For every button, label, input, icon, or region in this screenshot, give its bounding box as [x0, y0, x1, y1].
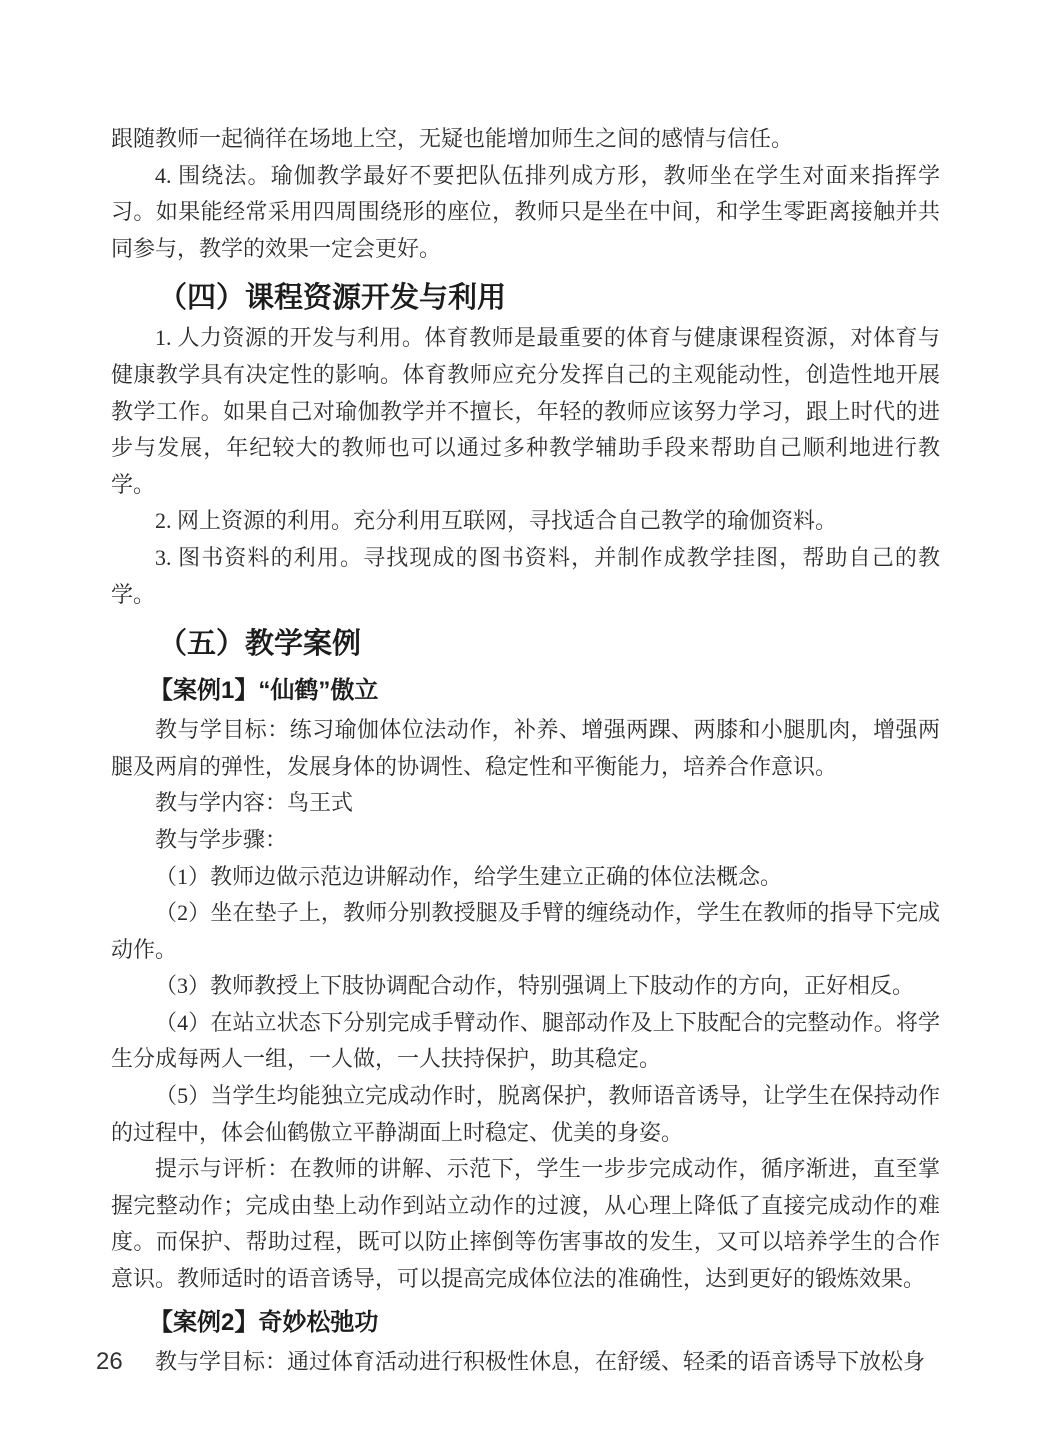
paragraph: （2）坐在垫子上，教师分别教授腿及手臂的缠绕动作，学生在教师的指导下完成动作。 — [111, 900, 940, 962]
paragraph: 2. 网上资源的利用。充分利用互联网，寻找适合自己教学的瑜伽资料。 — [155, 508, 838, 534]
paragraph: 1. 人力资源的开发与利用。体育教师是最重要的体育与健康课程资源，对体育与健康教学具有决定性的影响。体育教师应充分发挥自己的主观能动性，创造性地开展教学工作。如果自己对瑜伽教学并不擅长，年轻的教师应该努力学习，跟上时代的进步与发展，年纪较大的教师也可以通过多种教学辅助手段来帮助自己顺利地进行教学。 — [111, 325, 940, 497]
section-heading: （四）课程资源开发与利用 — [158, 282, 507, 315]
page-number: 26 — [96, 1348, 123, 1375]
paragraph: 提示与评析：在教师的讲解、示范下，学生一步步完成动作，循序渐进，直至掌握完整动作；完成由垫上动作到站立动作的过渡，从心理上降低了直接完成动作的难度。而保护、帮助过程，既可以防止摔倒等伤害事故的发生，又可以培养学生的合作意识。教师适时的语音诱导，可以提高完成体位法的准确性，达到更好的锻炼效果。 — [111, 1156, 940, 1292]
section-heading: （五）教学案例 — [158, 628, 362, 661]
paragraph: 4. 围绕法。瑜伽教学最好不要把队伍排列成方形，教师坐在学生对面来指挥学习。如果能经常采用四周围绕形的座位，教师只是坐在中间，和学生零距离接触并共同参与，教学的效果一定会更好。 — [111, 162, 940, 261]
paragraph: 教与学目标：练习瑜伽体位法动作，补养、增强两踝、两膝和小腿肌肉，增强两腿及两肩的弹性，发展身体的协调性、稳定性和平衡能力，培养合作意识。 — [111, 717, 940, 779]
case-heading: 【案例2】奇妙松弛功 — [149, 1308, 379, 1336]
paragraph: 3. 图书资料的利用。寻找现成的图书资料，并制作成教学挂图，帮助自己的教学。 — [111, 544, 940, 607]
paragraph: （3）教师教授上下肢协调配合动作，特别强调上下肢动作的方向，正好相反。 — [155, 973, 915, 999]
paragraph: （4）在站立状态下分别完成手臂动作、腿部动作及上下肢配合的完整动作。将学生分成每两人一组，一人做，一人扶持保护，助其稳定。 — [111, 1009, 940, 1072]
paragraph: 教与学内容：鸟王式 — [155, 790, 354, 816]
paragraph: （5）当学生均能独立完成动作时，脱离保护，教师语音诱导，让学生在保持动作的过程中，体会仙鹤傲立平静湖面上时稳定、优美的身姿。 — [111, 1083, 940, 1145]
page-content — [111, 0, 940, 1380]
paragraph: 跟随教师一起徜徉在场地上空，无疑也能增加师生之间的感情与信任。 — [111, 126, 794, 151]
paragraph: （1）教师边做示范边讲解动作，给学生建立正确的体位法概念。 — [155, 863, 783, 889]
case-heading: 【案例1】“仙鹤”傲立 — [149, 677, 379, 705]
paragraph: 教与学目标：通过体育活动进行积极性休息，在舒缓、轻柔的语音诱导下放松身 — [155, 1348, 926, 1374]
paragraph: 教与学步骤： — [155, 826, 288, 852]
